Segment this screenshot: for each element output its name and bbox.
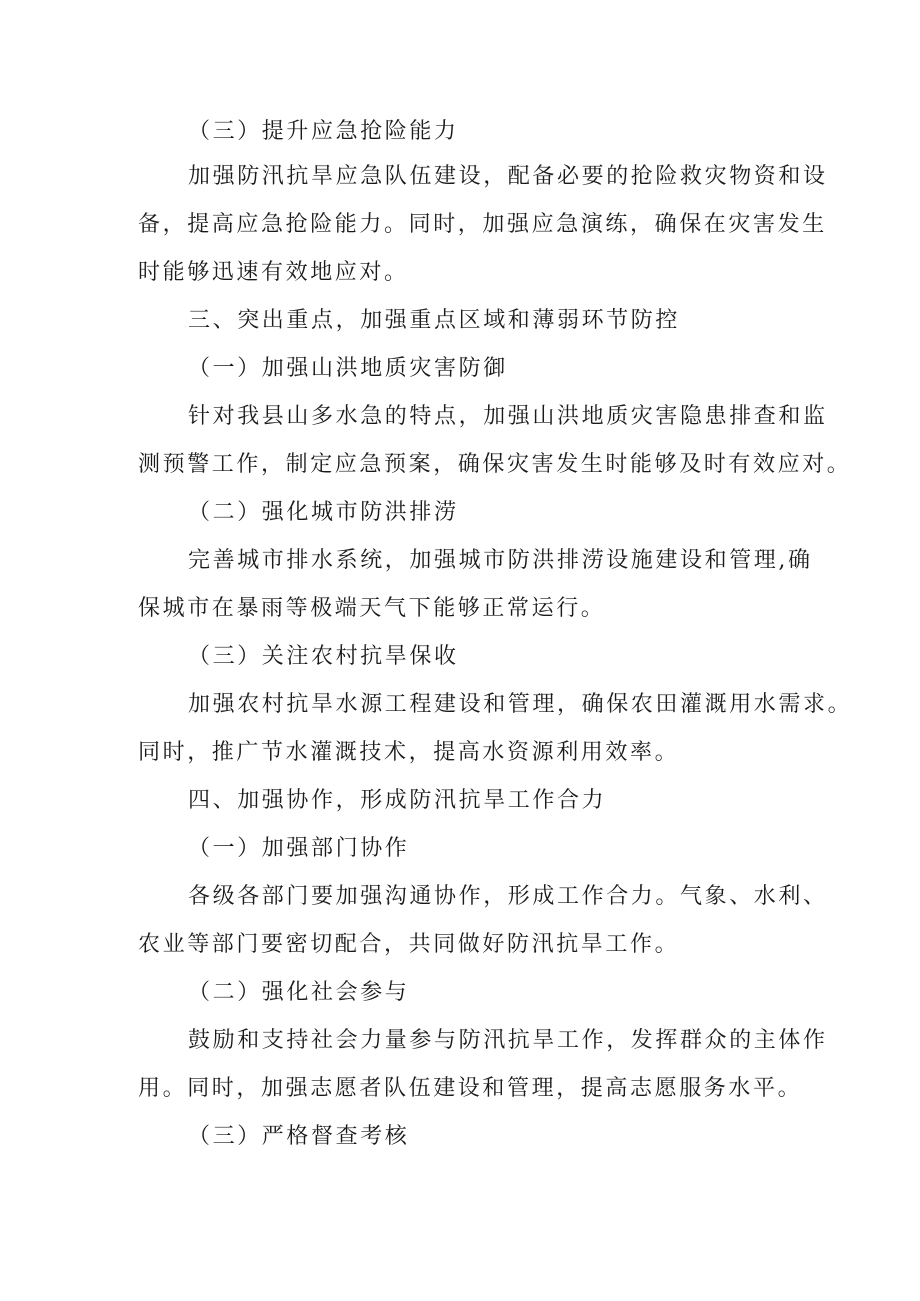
paragraph-line: 同时，推广节水灌溉技术，提高水资源利用效率。	[138, 740, 680, 765]
section-heading: 四、加强协作，形成防汛抗旱工作合力	[188, 788, 607, 813]
paragraph-line: 加强防汛抗旱应急队伍建设，配备必要的抢险救灾物资和设	[188, 164, 828, 189]
subsection-heading: （一）加强山洪地质灾害防御	[188, 356, 508, 381]
subsection-heading: （三）提升应急抢险能力	[188, 119, 459, 144]
paragraph-line: 完善城市排水系统，加强城市防洪排涝设施建设和管理,确	[188, 548, 813, 573]
subsection-heading: （二）强化社会参与	[188, 980, 410, 1005]
paragraph-line: 用。同时，加强志愿者队伍建设和管理，提高志愿服务水平。	[138, 1076, 803, 1101]
paragraph-line: 鼓励和支持社会力量参与防汛抗旱工作，发挥群众的主体作	[188, 1028, 828, 1053]
paragraph-line: 针对我县山多水急的特点，加强山洪地质灾害隐患排查和监	[188, 404, 828, 429]
paragraph-line: 加强农村抗旱水源工程建设和管理，确保农田灌溉用水需求。	[188, 692, 853, 717]
paragraph-line: 时能够迅速有效地应对。	[138, 260, 409, 285]
paragraph-line: 农业等部门要密切配合，共同做好防汛抗旱工作。	[138, 932, 680, 957]
subsection-heading: （三）关注农村抗旱保收	[188, 644, 459, 669]
subsection-heading: （二）强化城市防洪排涝	[188, 500, 459, 525]
section-heading: 三、突出重点，加强重点区域和薄弱环节防控	[188, 308, 681, 333]
paragraph-line: 测预警工作，制定应急预案，确保灾害发生时能够及时有效应对。	[138, 452, 852, 477]
subsection-heading: （一）加强部门协作	[188, 836, 410, 861]
paragraph-line: 保城市在暴雨等极端天气下能够正常运行。	[138, 596, 606, 621]
paragraph-line: 各级各部门要加强沟通协作，形成工作合力。气象、水利、	[188, 884, 828, 909]
paragraph-line: 备，提高应急抢险能力。同时，加强应急演练，确保在灾害发生	[138, 212, 827, 237]
subsection-heading: （三）严格督查考核	[188, 1124, 410, 1149]
